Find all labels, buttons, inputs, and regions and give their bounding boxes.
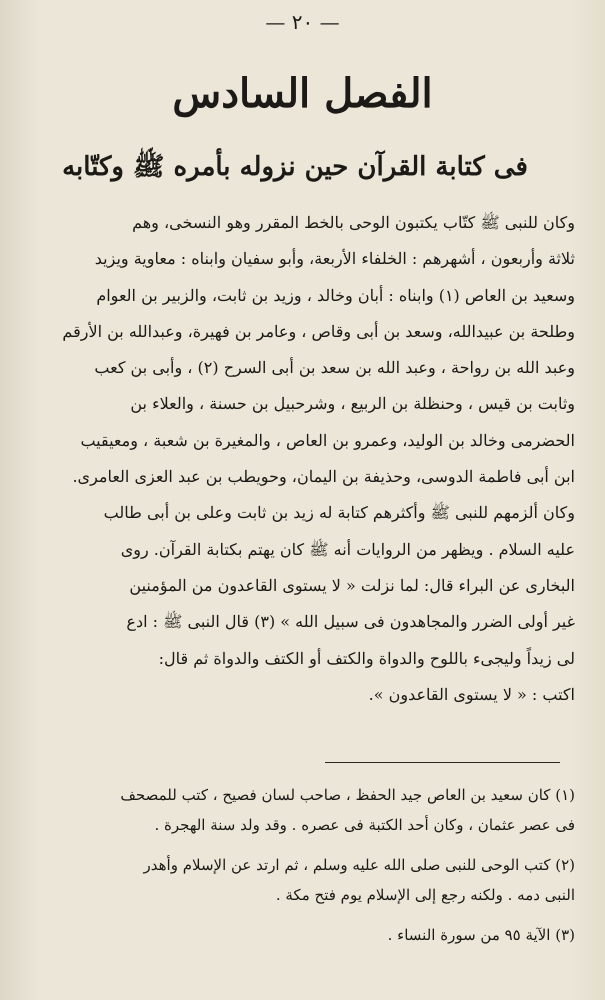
footnote-2 [20, 850, 575, 910]
footnotes [20, 780, 575, 950]
body-line: لى زيداً وليجىء باللوح والدواة والكتف أو الكتف والدواة ثم قال: [158, 648, 575, 668]
body-line: اكتب : « لا يستوى القاعدون ». [368, 684, 575, 704]
body-line: وثابت بن قيس ، وحنظلة بن الربيع ، وشرحبيل بن حسنة ، والعلاء بن [130, 394, 575, 414]
body-line: البخارى عن البراء قال: لما نزلت « لا يستوى القاعدون من المؤمنين [129, 575, 575, 595]
body-line: وكان ألزمهم للنبى ﷺ وأكثرهم كتابة له زيد بن ثابت وعلى بن أبى طالب [103, 503, 575, 523]
body-line: وعبد الله بن رواحة ، وعبد الله بن سعد بن أبى السرح (٢) ، وأبى بن كعب [94, 358, 575, 378]
body-text [20, 205, 575, 713]
footnote-line: النبى دمه . ولكنه رجع إلى الإسلام يوم فتح مكة . [275, 886, 575, 904]
body-line: عليه السلام . ويظهر من الروايات أنه ﷺ كان يهتم بكتابة القرآن. روى [120, 539, 575, 559]
body-line: وسعيد بن العاص (١) وابناه : أبان وخالد ، وزيد بن ثابت، والزبير بن العوام [96, 285, 575, 305]
body-line: وطلحة بن عبيدالله، وسعد بن أبى وقاص ، وعامر بن فهيرة، وعبدالله بن الأرقم [62, 321, 575, 341]
body-line: الحضرمى وخالد بن الوليد، وعمرو بن العاص ، والمغيرة بن شعبة ، ومعيقيب [80, 430, 575, 450]
chapter-title: الفصل السادس [172, 70, 433, 117]
body-line: ابن أبى فاطمة الدوسى، وحذيفة بن اليمان، وحويطب بن عبد العزى العامرى. [72, 467, 575, 487]
footnote-line: فى عصر عثمان ، وكان أحد الكتبة فى عصره . وقد ولد سنة الهجرة . [154, 816, 575, 834]
page-number: — ٢٠ — [265, 10, 340, 34]
body-line: وكان للنبى ﷺ كتّاب يكتبون الوحى بالخط المقرر وهو النسخى، وهم [132, 213, 575, 232]
footnote-3 [20, 920, 575, 950]
footnote-1 [20, 780, 575, 840]
footnote-line: (٢) كتب الوحى للنبى صلى الله عليه وسلم ، ثم ارتد عن الإسلام وأهدر [143, 856, 575, 874]
footnote-line: (١) كان سعيد بن العاص جيد الحفظ ، صاحب لسان فصيح ، كتب للمصحف [120, 786, 575, 804]
body-line: غير أولى الضرر والمجاهدون فى سبيل الله » (٣) قال النبى ﷺ : ادع [126, 612, 575, 632]
section-title: فى كتابة القرآن حين نزوله بأمره ﷺ وكتّابه [62, 152, 528, 182]
footnote-line: (٣) الآية ٩٥ من سورة النساء . [387, 926, 575, 944]
body-line: ثلاثة وأربعون ، أشهرهم : الخلفاء الأربعة، وأبو سفيان وابناه : معاوية ويزيد [94, 249, 575, 269]
footnote-divider [325, 762, 560, 763]
